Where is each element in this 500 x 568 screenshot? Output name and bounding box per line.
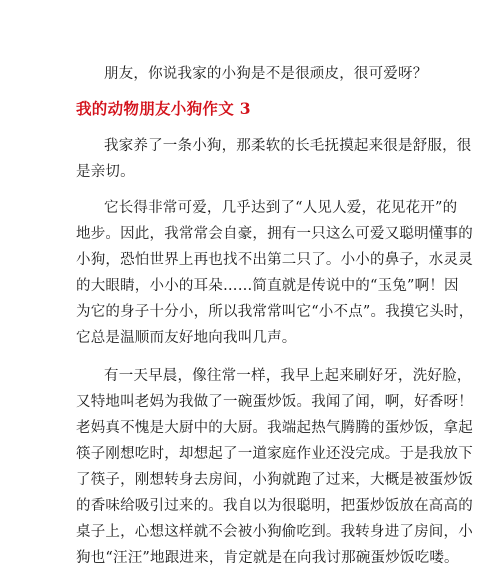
paragraph-line: 筷子刚想吃时，却想起了一道家庭作业还没完成。于是我放下 <box>76 446 473 462</box>
paragraph-line: 它长得非常可爱，几乎达到了“人见人爱，花见花开”的 <box>104 200 458 216</box>
paragraph-line: 又特地叫老妈为我做了一碗蛋炒饭。我闻了闻，啊，好香呀！ <box>76 394 473 410</box>
paragraph-line: 它总是温顺而友好地向我叫几声。 <box>76 330 297 346</box>
section-heading: 我的动物朋友小狗作文 3 <box>76 99 251 118</box>
paragraph-line: 了筷子，刚想转身去房间，小狗就跑了过来，大概是被蛋炒饭 <box>76 472 473 488</box>
paragraph-line: 有一天早晨，像往常一样，我早上起来刷好牙，洗好脸， <box>104 368 472 384</box>
paragraph-line: 老妈真不愧是大厨中的大厨。我端起热气腾腾的蛋炒饭，拿起 <box>76 420 473 436</box>
paragraph-line: 是亲切。 <box>76 164 135 180</box>
paragraph-line: 地步。因此，我常常会自豪，拥有一只这么可爱又聪明懂事的 <box>76 226 473 242</box>
paragraph-line: 的香味给吸引过来的。我自以为很聪明，把蛋炒饭放在高高的 <box>76 498 473 514</box>
paragraph-line: 桌子上，心想这样就不会被小狗偷吃到。我转身进了房间，小 <box>76 524 473 540</box>
intro-line: 朋友，你说我家的小狗是不是很顽皮，很可爱呀？ <box>104 66 428 82</box>
paragraph-line: 的大眼睛，小小的耳朵……简直就是传说中的“玉兔”啊！因 <box>76 278 459 294</box>
paragraph-line: 为它的身子十分小，所以我常常叫它“小不点”。我摸它头时， <box>76 304 474 320</box>
paragraph-line: 小狗，恐怕世界上再也找不出第二只了。小小的鼻子，水灵灵 <box>76 252 473 268</box>
paragraph-line: 狗也“汪汪”地跟进来，肯定就是在向我讨那碗蛋炒饭吃喽。 <box>76 550 459 566</box>
paragraph-line: 我家养了一条小狗，那柔软的长毛抚摸起来很是舒服，很 <box>104 138 472 154</box>
